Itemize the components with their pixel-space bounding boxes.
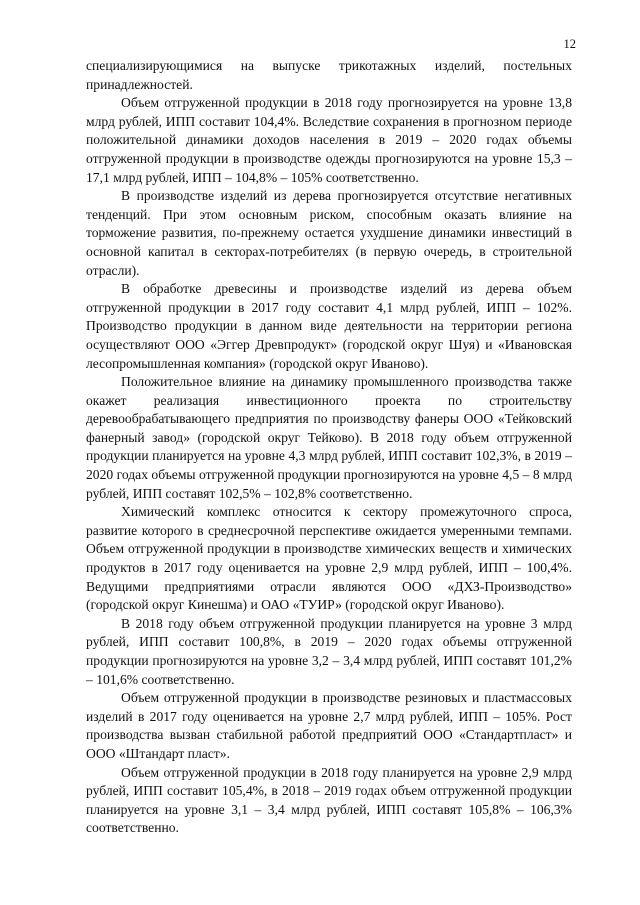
paragraph-continuation: специализирующимися на выпуске трикотажных изделий, постельных принадлежностей. [86, 58, 572, 92]
paragraph: Положительное влияние на динамику промышленного производства также окажет реализация инвестиционного проекта по строительству деревообрабатывающего предприятия по производству фанеры ООО «Тейковский фанерный завод» (городской округ Тейково). В 2018 году объем отгруженной продукции планируется на уровне 4,3 млрд рублей, ИПП составит 102,3%, в 2019 – 2020 годах объемы отгруженной продукции прогнозируются на уровне 4,5 – 8 млрд рублей, ИПП составят 102,5% – 102,8% соответственно. [86, 374, 572, 501]
paragraph: Химический комплекс относится к сектору промежуточного спроса, развитие которого в среднесрочной перспективе ожидается умеренными темпами. Объем отгруженной продукции в производстве химических веществ и химических продуктов в 2017 году оценивается на уровне 2,9 млрд рублей, ИПП – 100,4%. Ведущими предприятиями отрасли являются ООО «ДХЗ-Производство» (городской округ Кинешма) и ОАО «ТУИР» (городской округ Иваново). [86, 504, 572, 613]
paragraph: В производстве изделий из дерева прогнозируется отсутствие негативных тенденций. При этом основным риском, способным оказать влияние на торможение развития, по-прежнему остается ухудшение динамики инвестиций в основной капитал в секторах-потребителях (в первую очередь, в строительной отрасли). [86, 188, 572, 278]
document-body [86, 57, 572, 838]
paragraph: Объем отгруженной продукции в производстве резиновых и пластмассовых изделий в 2017 году оценивается на уровне 2,7 млрд рублей, ИПП – 105%. Рост производства вызван стабильной работой предприятий ООО «Стандартпласт» и ООО «Штандарт пласт». [86, 690, 572, 761]
paragraph: Объем отгруженной продукции в 2018 году прогнозируется на уровне 13,8 млрд рублей, ИПП составит 104,4%. Вследствие сохранения в прогнозном периоде положительной динамики доходов населения в 2019 – 2020 годах объемы отгруженной продукции в производстве одежды прогнозируются на уровне 15,3 – 17,1 млрд рублей, ИПП – 104,8% – 105% соответственно. [86, 95, 572, 185]
paragraph: В 2018 году объем отгруженной продукции планируется на уровне 3 млрд рублей, ИПП составит 100,8%, в 2019 – 2020 годах объемы отгруженной продукции прогнозируются на уровне 3,2 – 3,4 млрд рублей, ИПП составят 101,2% – 101,6% соответственно. [86, 615, 572, 687]
paragraph: Объем отгруженной продукции в 2018 году планируется на уровне 2,9 млрд рублей, ИПП составит 105,4%, в 2018 – 2019 годах объем отгруженной продукции планируется на уровне 3,1 – 3,4 млрд рублей, ИПП составят 105,8% – 106,3% соответственно. [86, 764, 572, 836]
page-number: 12 [563, 37, 576, 51]
paragraph: В обработке древесины и производстве изделий из дерева объем отгруженной продукции в 2017 году составит 4,1 млрд рублей, ИПП – 102%. Производство продукции в данном виде деятельности на территории региона осуществляют ООО «Эггер Древпродукт» (городской округ Шуя) и «Ивановская лесопромышленная компания» (городской округ Иваново). [86, 281, 572, 371]
